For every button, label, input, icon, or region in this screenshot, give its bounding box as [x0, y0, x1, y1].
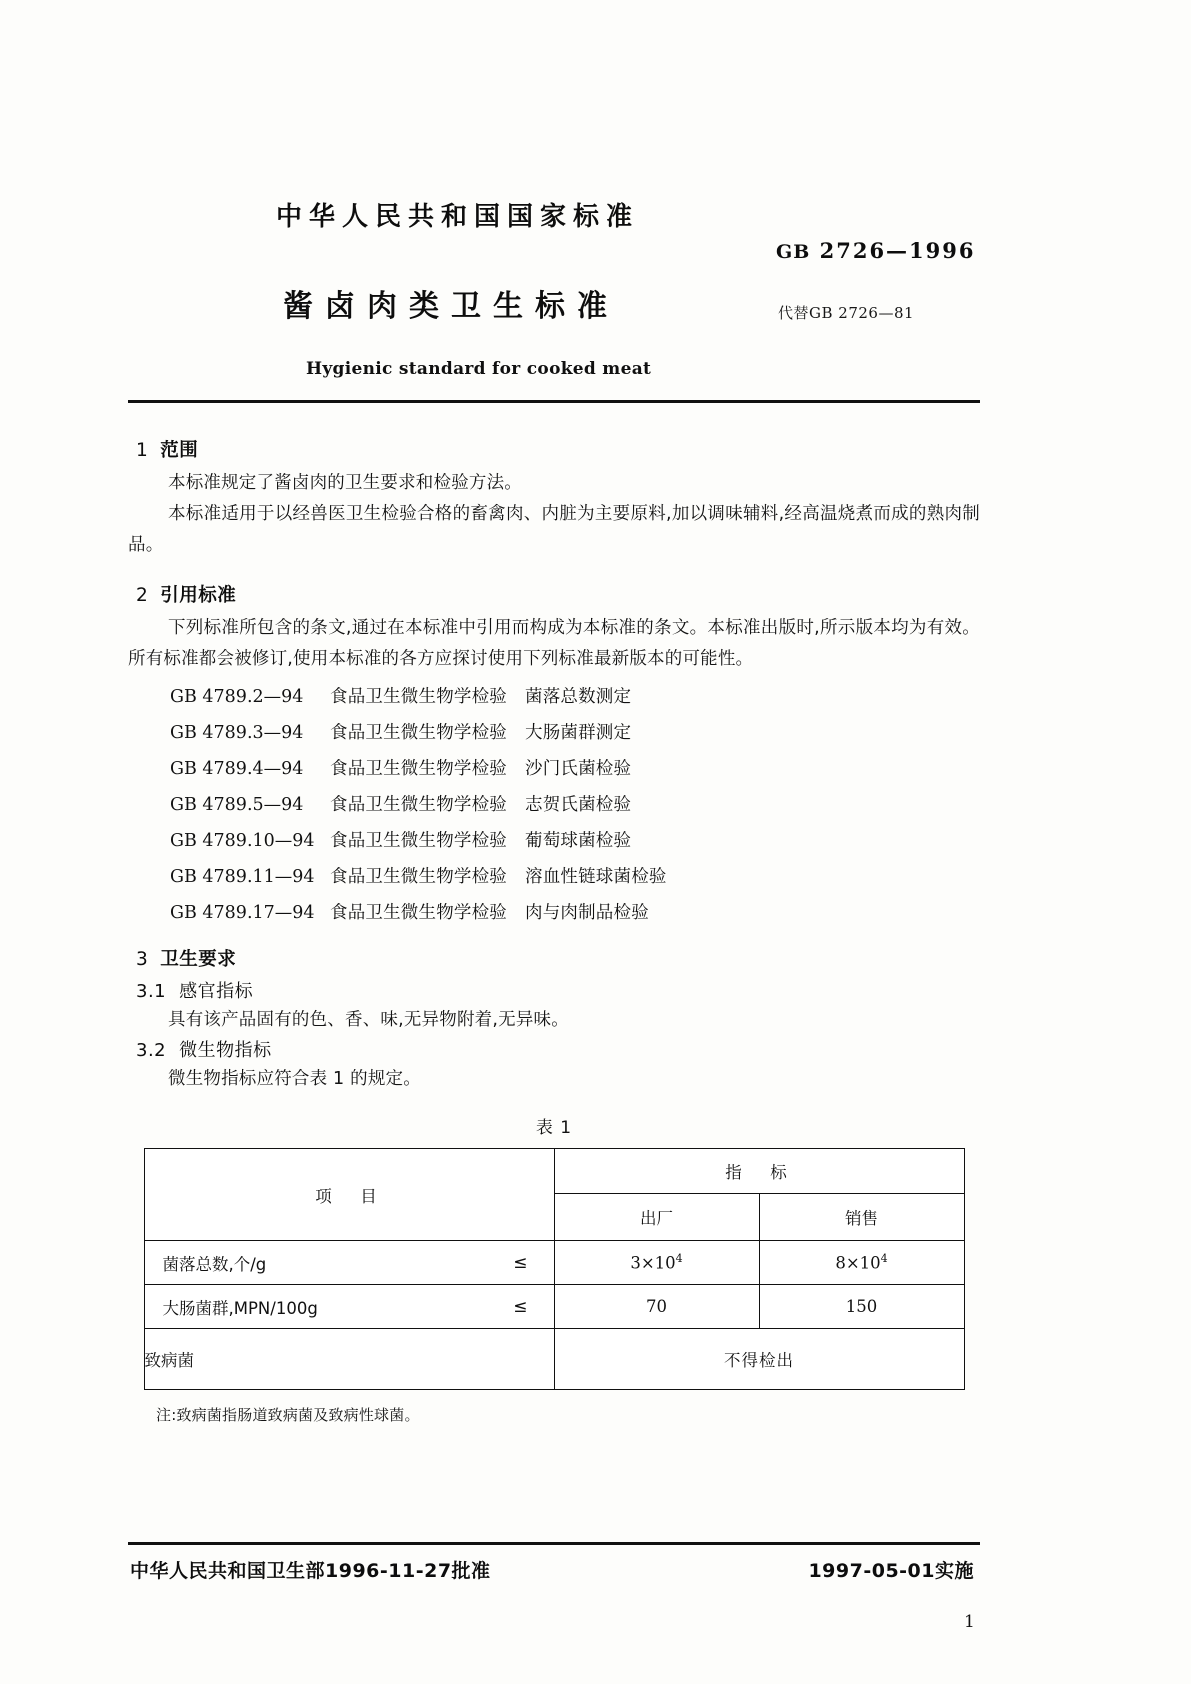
replaces-label: 代替GB 2726—81 [778, 304, 915, 322]
implementation-date: 1997-05-01实施 [808, 1560, 974, 1582]
references-intro: 下列标准所包含的条文,通过在本标准中引用而构成为本标准的条文。本标准出版时,所示版本均为有效。所有标准都会被修订,使用本标准的各方应探讨使用下列标准最新版本的可能性。 [128, 618, 980, 669]
standard-number-prefix: GB [776, 241, 811, 263]
reference-code: GB 4789.10—94 [170, 831, 315, 851]
section-number-3-2: 3.2 [136, 1040, 167, 1061]
approval-statement: 中华人民共和国卫生部1996-11-27批准 [130, 1560, 491, 1582]
section-heading-references [136, 581, 980, 607]
operator-coliform: ≤ [513, 1296, 528, 1317]
reference-subject: 沙门氏菌检验 [525, 759, 632, 779]
row-label-cell-colony-count [144, 1241, 554, 1285]
scope-paragraph-1: 本标准规定了酱卤肉的卫生要求和检验方法。 [168, 473, 522, 493]
value-exponent: 4 [880, 1252, 888, 1266]
reference-subject: 志贺氏菌检验 [525, 795, 632, 815]
reference-subject: 葡萄球菌检验 [525, 831, 632, 851]
list-item [170, 755, 980, 791]
section-title-3-1: 感官指标 [179, 981, 254, 1002]
footer-divider [128, 1542, 980, 1545]
section-title-2: 引用标准 [160, 585, 237, 606]
reference-subject: 菌落总数测定 [525, 687, 632, 707]
document-masthead [128, 196, 980, 379]
section-number-1: 1 [136, 440, 149, 461]
row-label-cell-coliform [144, 1285, 554, 1329]
sensory-text: 具有该产品固有的色、香、味,无异物附着,无异味。 [168, 1010, 569, 1030]
table-row [144, 1285, 964, 1329]
row-label-pathogen: 致病菌 [144, 1329, 554, 1390]
microbiological-indicators-table [144, 1148, 965, 1390]
section-title-3: 卫生要求 [160, 949, 237, 970]
value-coliform-sales: 150 [759, 1285, 964, 1329]
section-number-2: 2 [136, 585, 149, 606]
table-header-indicator: 指 标 [554, 1149, 964, 1194]
reference-code: GB 4789.2—94 [170, 687, 304, 707]
english-title: Hygienic standard for cooked meat [306, 359, 652, 379]
document-body [128, 436, 980, 1425]
reference-title: 食品卫生微生物学检验 [330, 795, 507, 815]
list-item [170, 899, 980, 935]
section-number-3-1: 3.1 [136, 981, 167, 1002]
list-item [170, 683, 980, 719]
scope-paragraph-2: 本标准适用于以经兽医卫生检验合格的畜禽肉、内脏为主要原料,加以调味辅料,经高温烧煮而成的熟肉制品。 [128, 504, 980, 555]
standard-number [776, 238, 976, 263]
table-header-item: 项 目 [144, 1149, 554, 1241]
list-item [170, 827, 980, 863]
reference-subject: 大肠菌群测定 [525, 723, 632, 743]
page-content-area [128, 0, 980, 1684]
header-divider [128, 400, 980, 403]
reference-subject: 溶血性链球菌检验 [525, 867, 667, 887]
page-number: 1 [964, 1612, 975, 1632]
section-title-3-2: 微生物指标 [179, 1040, 272, 1061]
reference-title: 食品卫生微生物学检验 [330, 831, 507, 851]
row-label-colony-count: 菌落总数,个/g [162, 1254, 267, 1274]
section-heading-scope [136, 436, 980, 462]
value-mantissa: 8×10 [835, 1253, 881, 1273]
operator-colony-count: ≤ [513, 1252, 528, 1273]
table-header-factory: 出厂 [554, 1194, 759, 1241]
table-row [144, 1329, 964, 1390]
table-header-row-1 [144, 1149, 964, 1194]
list-item [170, 719, 980, 755]
national-standard-label: 中华人民共和国国家标准 [276, 202, 640, 232]
reference-title: 食品卫生微生物学检验 [330, 867, 507, 887]
value-colony-count-factory [554, 1241, 759, 1285]
value-exponent: 4 [675, 1252, 683, 1266]
reference-title: 食品卫生微生物学检验 [330, 903, 507, 923]
section-heading-hygiene [136, 945, 980, 971]
list-item [170, 791, 980, 827]
value-colony-count-sales [759, 1241, 964, 1285]
section-heading-microbio [136, 1036, 980, 1062]
reference-code: GB 4789.17—94 [170, 903, 315, 923]
table-header-sales: 销售 [759, 1194, 964, 1241]
reference-title: 食品卫生微生物学检验 [330, 687, 507, 707]
table-row [144, 1241, 964, 1285]
reference-code: GB 4789.5—94 [170, 795, 304, 815]
document-title: 酱卤肉类卫生标准 [283, 289, 619, 324]
table-note: 注:致病菌指肠道致病菌及致病性球菌。 [156, 1406, 420, 1424]
section-title-1: 范围 [160, 440, 199, 461]
section-heading-sensory [136, 977, 980, 1003]
reference-title: 食品卫生微生物学检验 [330, 759, 507, 779]
reference-code: GB 4789.3—94 [170, 723, 304, 743]
row-label-coliform: 大肠菌群,MPN/100g [162, 1298, 318, 1318]
value-mantissa: 3×10 [630, 1253, 676, 1273]
value-pathogen: 不得检出 [554, 1329, 964, 1390]
standard-number-value: 2726—1996 [819, 238, 976, 263]
page-footer [128, 1556, 980, 1583]
section-number-3: 3 [136, 949, 149, 970]
reference-code: GB 4789.4—94 [170, 759, 304, 779]
reference-title: 食品卫生微生物学检验 [330, 723, 507, 743]
value-coliform-factory: 70 [554, 1285, 759, 1329]
list-item [170, 863, 980, 899]
referenced-standards-list [128, 683, 980, 935]
reference-code: GB 4789.11—94 [170, 867, 315, 887]
reference-subject: 肉与肉制品检验 [525, 903, 649, 923]
table-caption: 表 1 [535, 1118, 573, 1138]
microbio-text: 微生物指标应符合表 1 的规定。 [168, 1069, 421, 1089]
